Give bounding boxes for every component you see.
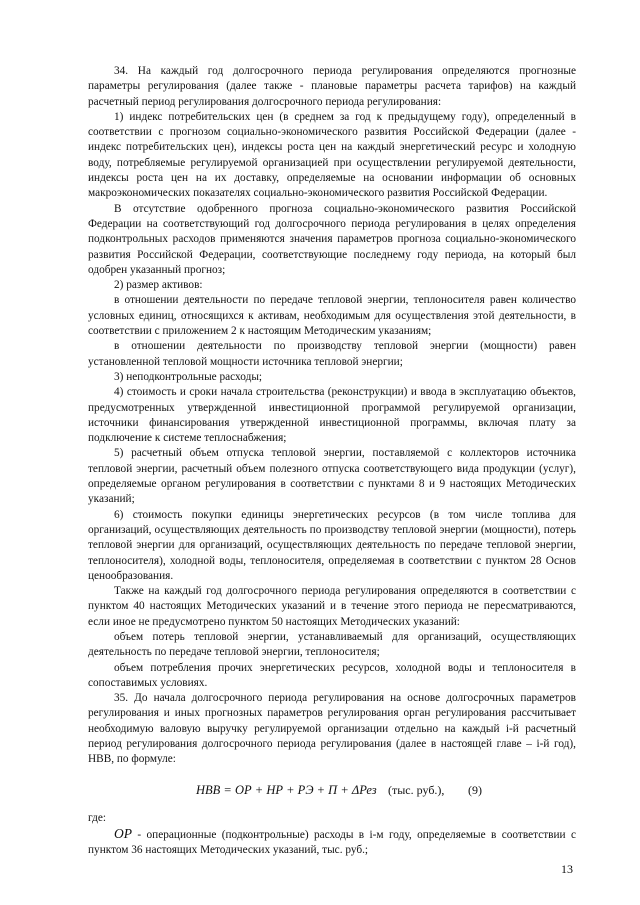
paragraph-item-6: 6) стоимость покупки единицы энергетических ресурсов (в том числе топлива для организаций, осуществляющих деятельность по производству тепловой энергии (мощности), потерь тепловой энергии для организаций, осуществляющих деятельность по передаче тепловой энергии, теплоносителя), холодной воды, теплоносителя, определяемая в соответствии с пунктом 28 Основ ценообразования. (88, 508, 576, 582)
definition-text: - операционные (подконтрольные) расходы в i-м году, определяемые в соответствии с пунктом 36 настоящих Методических указаний, тыс. руб.; (88, 828, 576, 856)
paragraph-item-5: 5) расчетный объем отпуска тепловой энергии, поставляемой с коллекторов источника тепловой энергии, расчетный объем полезного отпуска соответствующего вида продукции (услуг), определяемые органом регулирования в соответствии с пунктами 8 и 9 настоящих Методических указаний; (88, 447, 576, 506)
definition-symbol: ОР (114, 825, 132, 841)
where-label: где: (88, 811, 106, 824)
paragraph-item-1: 1) индекс потребительских цен (в среднем за год к предыдущему году), определенный в соответствии с прогнозом социально-экономического развития Российской Федерации (далее - индекс потребительских цен), индексы роста цен на каждый энергетический ресурс и холодную воду, потребляемые регулируемой организацией при осуществлении регулируемой деятельности, индексы роста цен на их доставку, определяемые на основании информации об основных макроэкономических показателях социально-экономического развития Российской Федерации. (88, 110, 576, 200)
paragraph-also: Также на каждый год долгосрочного периода регулирования определяются в соответствии с пунктом 40 настоящих Методических указаний и в течение этого периода не пересматриваются, если иное не предусмотрено пунктом 50 настоящих Методических указаний: (88, 585, 576, 628)
document-body (88, 64, 576, 858)
paragraph-35: 35. До начала долгосрочного периода регулирования на основе долгосрочных параметров регулирования и иных прогнозных параметров регулирования орган регулирования рассчитывает необходимую валовую выручку регулируемой организации отдельно на каждый i-й расчетный период регулирования долгосрочного периода регулирования (далее в настоящей главе – i-й год), НВВ, по формуле: (88, 692, 576, 766)
formula-9 (88, 776, 576, 804)
paragraph-forecast-absent: В отсутствие одобренного прогноза социально-экономического развития Российской Федерации на соответствующий год долгосрочного периода регулирования в целях определения подконтрольных расходов применяются значения параметров прогноза социально-экономического развития Российской Федерации, соответствующие последнему году периода, на который был одобрен указанный прогноз; (88, 202, 576, 276)
paragraph-item-3: 3) неподконтрольные расходы; (114, 370, 263, 383)
paragraph-assets-production: в отношении деятельности по производству тепловой энергии (мощности) равен установленной тепловой мощности источника тепловой энергии; (88, 340, 576, 368)
definition-op (88, 826, 576, 859)
paragraph-assets-transfer: в отношении деятельности по передаче тепловой энергии, теплоносителя равен количество условных единиц, относящихся к активам, необходимым для осуществления этой деятельности, в соответствии с приложением 2 к настоящим Методическим указаниям; (88, 294, 576, 338)
paragraph-34: 34. На каждый год долгосрочного периода регулирования определяются прогнозные параметры регулирования (далее также - плановые параметры расчета тарифов) на каждый расчетный период регулирования долгосрочного периода регулирования: (88, 65, 576, 108)
formula-unit: (тыс. руб.), (388, 782, 445, 797)
formula-expression: НВВ = ОР + НР + РЭ + П + ΔРез (196, 782, 377, 797)
page-number: 13 (561, 862, 573, 876)
paragraph-item-2: 2) размер активов: (114, 279, 203, 292)
paragraph-item-4: 4) стоимость и сроки начала строительства (реконструкции) и ввода в эксплуатацию объектов, предусмотренных утвержденной инвестиционной программой регулируемой организации, источники финансирования утвержденной инвестиционной программы, включая плату за подключение к системе теплоснабжения; (88, 386, 576, 445)
formula-number: (9) (468, 782, 482, 797)
paragraph-losses-volume: объем потерь тепловой энергии, устанавливаемый для организаций, осуществляющих деятельность по передаче тепловой энергии, теплоносителя; (88, 630, 576, 659)
paragraph-consumption-volume: объем потребления прочих энергетических ресурсов, холодной воды и теплоносителя в сопоставимых условиях. (88, 661, 576, 689)
